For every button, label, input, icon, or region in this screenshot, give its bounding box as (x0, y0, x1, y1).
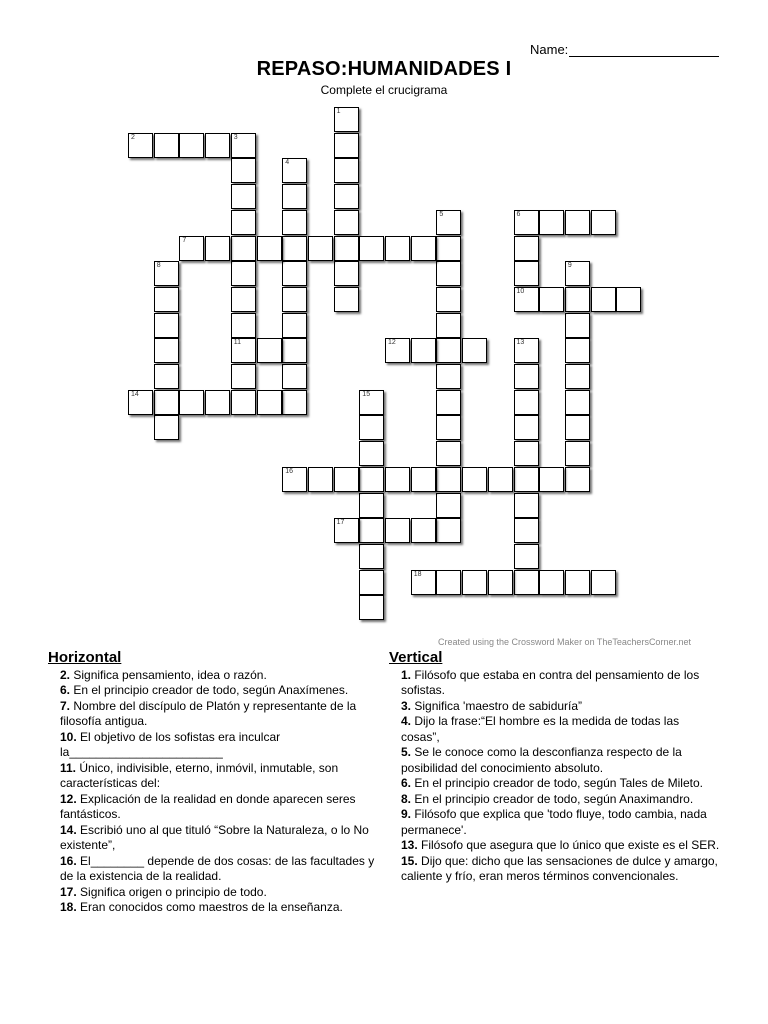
crossword-cell[interactable] (282, 467, 307, 492)
crossword-cell[interactable] (334, 236, 359, 261)
cell-number: 6 (516, 210, 521, 218)
clue-number: 3. (401, 698, 412, 713)
vertical-clue (401, 807, 721, 838)
crossword-cell[interactable] (565, 390, 590, 415)
crossword-cell[interactable] (154, 133, 179, 158)
crossword-cell[interactable] (436, 261, 461, 286)
crossword-cell[interactable] (514, 390, 539, 415)
cell-number: 4 (285, 159, 290, 167)
crossword-cell[interactable] (514, 518, 539, 543)
clue-number: 18. (60, 900, 77, 914)
clue-text: Filósofo que estaba en contra del pensamiento de los sofistas. (401, 667, 700, 697)
cell-number: 16 (285, 467, 293, 475)
crossword-cell[interactable] (462, 570, 487, 595)
crossword-cell[interactable] (514, 210, 539, 235)
horizontal-clue (60, 854, 380, 885)
crossword-cell[interactable] (591, 210, 616, 235)
clue-text: Escribió uno al que tituló “Sobre la Naturaleza, o lo No existente”, (60, 822, 369, 852)
clue-number: 12. (60, 791, 77, 806)
crossword-cell[interactable] (436, 415, 461, 440)
crossword-cell[interactable] (591, 570, 616, 595)
crossword-cell[interactable] (282, 338, 307, 363)
clue-text: El objetivo de los sofistas era inculcar la_______________________ (60, 729, 281, 759)
clue-text: Dijo la frase:“El hombre es la medida de todas las cosas”, (401, 714, 680, 744)
cell-number: 13 (516, 339, 525, 347)
clue-number: 11. (60, 760, 77, 775)
clue-text: Filósofo que explica que 'todo fluye, todo cambia, nada permanece'. (401, 807, 707, 837)
crossword-cell[interactable] (334, 467, 359, 492)
crossword-cell[interactable] (334, 210, 359, 235)
clue-text: En el principio creador de todo, según Anaxímenes. (70, 683, 349, 697)
crossword-cell[interactable] (514, 287, 539, 312)
vertical-clue (401, 699, 721, 715)
crossword-cell[interactable] (359, 595, 384, 620)
horizontal-clue (60, 885, 380, 901)
crossword-cell[interactable] (359, 518, 384, 543)
crossword-cell[interactable] (462, 467, 487, 492)
horizontal-clues (48, 650, 380, 916)
crossword-cell[interactable] (334, 287, 359, 312)
crossword-cell[interactable] (179, 133, 204, 158)
crossword-cell[interactable] (334, 184, 359, 209)
crossword-cell[interactable] (359, 415, 384, 440)
crossword-cell[interactable] (565, 287, 590, 312)
vertical-clue (401, 792, 721, 808)
crossword-cell[interactable] (411, 236, 436, 261)
crossword-cell[interactable] (154, 313, 179, 338)
crossword-cell[interactable] (231, 390, 256, 415)
cell-number: 5 (439, 210, 444, 218)
crossword-cell[interactable] (565, 210, 590, 235)
crossword-cell[interactable] (565, 338, 590, 363)
crossword-cell[interactable] (308, 467, 333, 492)
crossword-cell[interactable] (128, 390, 153, 415)
crossword-cell[interactable] (436, 364, 461, 389)
cell-number: 10 (516, 287, 525, 295)
crossword-cell[interactable] (565, 441, 590, 466)
horizontal-heading: Horizontal (48, 649, 122, 666)
crossword-cell[interactable] (231, 133, 256, 158)
horizontal-clue (60, 683, 380, 699)
clue-text: Significa pensamiento, idea o razón. (70, 667, 267, 682)
clue-number: 15. (401, 853, 418, 868)
horizontal-clue (60, 792, 380, 823)
crossword-cell[interactable] (205, 236, 230, 261)
clue-text: Explicación de la realidad en donde aparecen seres fantásticos. (60, 791, 356, 821)
crossword-credit: Created using the Crossword Maker on TheTeachersCorner.net (438, 637, 691, 647)
crossword-cell[interactable] (385, 338, 410, 363)
clue-text: Eran conocidos como maestros de la enseñanza. (76, 900, 343, 914)
clue-number: 9. (401, 807, 412, 821)
crossword-cell[interactable] (128, 133, 153, 158)
crossword-cell[interactable] (154, 287, 179, 312)
crossword-cell[interactable] (154, 390, 179, 415)
cell-number: 17 (336, 519, 345, 527)
crossword-cell[interactable] (436, 570, 461, 595)
crossword-cell[interactable] (411, 518, 436, 543)
horizontal-clue (60, 900, 380, 916)
crossword-cell[interactable] (154, 338, 179, 363)
crossword-cell[interactable] (282, 236, 307, 261)
clue-number: 4. (401, 714, 412, 728)
page-subtitle: Complete el crucigrama (320, 83, 448, 97)
crossword-cell[interactable] (282, 210, 307, 235)
cell-number: 14 (131, 390, 139, 398)
crossword-cell[interactable] (514, 261, 539, 286)
crossword-cell[interactable] (436, 236, 461, 261)
crossword-cell[interactable] (514, 467, 539, 492)
crossword-cell[interactable] (359, 236, 384, 261)
crossword-cell[interactable] (462, 338, 487, 363)
crossword-cell[interactable] (231, 313, 256, 338)
horizontal-clue (60, 699, 380, 730)
clue-number: 17. (60, 884, 77, 899)
crossword-cell[interactable] (231, 184, 256, 209)
crossword-cell[interactable] (359, 570, 384, 595)
crossword-cell[interactable] (231, 210, 256, 235)
crossword-cell[interactable] (539, 210, 564, 235)
crossword-cell[interactable] (334, 107, 359, 132)
clue-text: El________ depende de dos cosas: de las facultades y de la existencia de la realidad. (60, 853, 375, 883)
clue-number: 14. (60, 822, 77, 837)
cell-number: 8 (156, 262, 161, 270)
horizontal-clue (60, 730, 380, 761)
page-title: REPASO:HUMANIDADES I (256, 58, 512, 80)
crossword-cell[interactable] (514, 441, 539, 466)
vertical-clue (401, 745, 721, 776)
clue-text: Único, indivisible, eterno, inmóvil, inmutable, son características del: (60, 760, 339, 790)
crossword-cell[interactable] (514, 493, 539, 518)
horizontal-clue (60, 823, 380, 854)
crossword-cell[interactable] (334, 518, 359, 543)
crossword-cell[interactable] (565, 570, 590, 595)
crossword-cell[interactable] (436, 390, 461, 415)
crossword-cell[interactable] (436, 313, 461, 338)
crossword-cell[interactable] (282, 287, 307, 312)
clue-number: 7. (60, 698, 71, 713)
crossword-cell[interactable] (334, 261, 359, 286)
cell-number: 9 (567, 262, 572, 270)
crossword-cell[interactable] (359, 544, 384, 569)
clue-number: 1. (401, 667, 412, 682)
horizontal-clue (60, 761, 380, 792)
horizontal-clue-list (48, 668, 380, 916)
crossword-cell[interactable] (359, 441, 384, 466)
vertical-clue (401, 668, 721, 699)
clue-number: 13. (401, 838, 418, 852)
crossword-cell[interactable] (154, 261, 179, 286)
crossword-cell[interactable] (514, 364, 539, 389)
crossword-cell[interactable] (334, 133, 359, 158)
cell-number: 11 (233, 339, 242, 347)
clue-text: Se le conoce como la desconfianza respecto de la posibilidad del conocimiento absoluto. (401, 745, 682, 775)
crossword-cell[interactable] (539, 467, 564, 492)
vertical-clue (401, 776, 721, 792)
horizontal-clue (60, 668, 380, 684)
clue-number: 6. (401, 776, 412, 790)
crossword-cell[interactable] (282, 313, 307, 338)
cell-number: 1 (336, 108, 341, 115)
crossword-cell[interactable] (282, 390, 307, 415)
crossword-cell[interactable] (411, 338, 436, 363)
crossword-cell[interactable] (591, 287, 616, 312)
clue-text: En el principio creador de todo, según Anaximandro. (411, 791, 694, 806)
cell-number: 12 (388, 339, 396, 347)
crossword-cell[interactable] (436, 210, 461, 235)
vertical-clue (401, 854, 721, 885)
crossword-cell[interactable] (411, 467, 436, 492)
clue-number: 16. (60, 853, 77, 868)
crossword-cell[interactable] (231, 236, 256, 261)
crossword-cell[interactable] (282, 158, 307, 183)
crossword-cell[interactable] (282, 364, 307, 389)
crossword-cell[interactable] (334, 158, 359, 183)
vertical-clue (401, 838, 721, 854)
vertical-clues (389, 650, 721, 885)
crossword-cell[interactable] (565, 313, 590, 338)
crossword-cell[interactable] (385, 467, 410, 492)
crossword-cell[interactable] (231, 338, 256, 363)
crossword-cell[interactable] (565, 415, 590, 440)
crossword-cell[interactable] (257, 236, 282, 261)
crossword-cell[interactable] (436, 441, 461, 466)
crossword-cell[interactable] (154, 415, 179, 440)
crossword-cell[interactable] (411, 570, 436, 595)
cell-number: 7 (182, 236, 187, 244)
crossword-cell[interactable] (436, 338, 461, 363)
crossword-cell[interactable] (488, 570, 513, 595)
crossword-cell[interactable] (282, 184, 307, 209)
crossword-cell[interactable] (308, 236, 333, 261)
crossword-cell[interactable] (385, 518, 410, 543)
crossword-cell[interactable] (539, 570, 564, 595)
crossword-cell[interactable] (179, 390, 204, 415)
crossword-cell[interactable] (257, 390, 282, 415)
crossword-cell[interactable] (436, 493, 461, 518)
cell-number: 3 (233, 133, 238, 141)
clue-text: Nombre del discípulo de Platón y representante de la filosofía antigua. (60, 698, 357, 728)
clue-number: 6. (60, 683, 71, 697)
crossword-cell[interactable] (565, 364, 590, 389)
crossword-cell[interactable] (231, 261, 256, 286)
crossword-cell[interactable] (257, 338, 282, 363)
crossword-cell[interactable] (565, 467, 590, 492)
crossword-cell[interactable] (359, 390, 384, 415)
crossword-cell[interactable] (205, 390, 230, 415)
crossword-cell[interactable] (154, 364, 179, 389)
crossword-cell[interactable] (514, 415, 539, 440)
name-label: Name: (530, 42, 569, 57)
clue-text: Filósofo que asegura que lo único que existe es el SER. (417, 838, 720, 852)
clue-text: En el principio creador de todo, según Tales de Mileto. (411, 776, 703, 790)
cell-number: 15 (362, 390, 371, 398)
crossword-cell[interactable] (436, 467, 461, 492)
clue-number: 8. (401, 791, 412, 806)
vertical-clue-list (389, 668, 721, 885)
crossword-cell[interactable] (359, 493, 384, 518)
crossword-cell[interactable] (514, 570, 539, 595)
crossword-cell[interactable] (488, 467, 513, 492)
clue-text: Significa 'maestro de sabiduría” (411, 698, 583, 713)
crossword-cell[interactable] (539, 287, 564, 312)
crossword-cell[interactable] (359, 467, 384, 492)
crossword-cell[interactable] (282, 261, 307, 286)
crossword-cell[interactable] (514, 544, 539, 569)
crossword-cell[interactable] (436, 287, 461, 312)
crossword-cell[interactable] (514, 236, 539, 261)
crossword-cell[interactable] (179, 236, 204, 261)
crossword-cell[interactable] (231, 364, 256, 389)
clue-text: Dijo que: dicho que las sensaciones de dulce y amargo, caliente y frío, eran meros términos convencionales. (401, 853, 718, 883)
crossword-cell[interactable] (565, 261, 590, 286)
clue-number: 2. (60, 667, 71, 682)
crossword-cell[interactable] (385, 236, 410, 261)
vertical-clue (401, 714, 721, 745)
cell-number: 18 (413, 570, 422, 578)
cell-number: 2 (131, 133, 135, 141)
crossword-cell[interactable] (231, 158, 256, 183)
crossword-cell[interactable] (514, 338, 539, 363)
crossword-cell[interactable] (231, 287, 256, 312)
clue-number: 10. (60, 729, 77, 744)
clue-number: 5. (401, 745, 412, 759)
vertical-heading: Vertical (389, 649, 443, 666)
crossword-cell[interactable] (616, 287, 641, 312)
crossword-cell[interactable] (205, 133, 230, 158)
clue-text: Significa origen o principio de todo. (76, 884, 267, 899)
crossword-cell[interactable] (436, 518, 461, 543)
